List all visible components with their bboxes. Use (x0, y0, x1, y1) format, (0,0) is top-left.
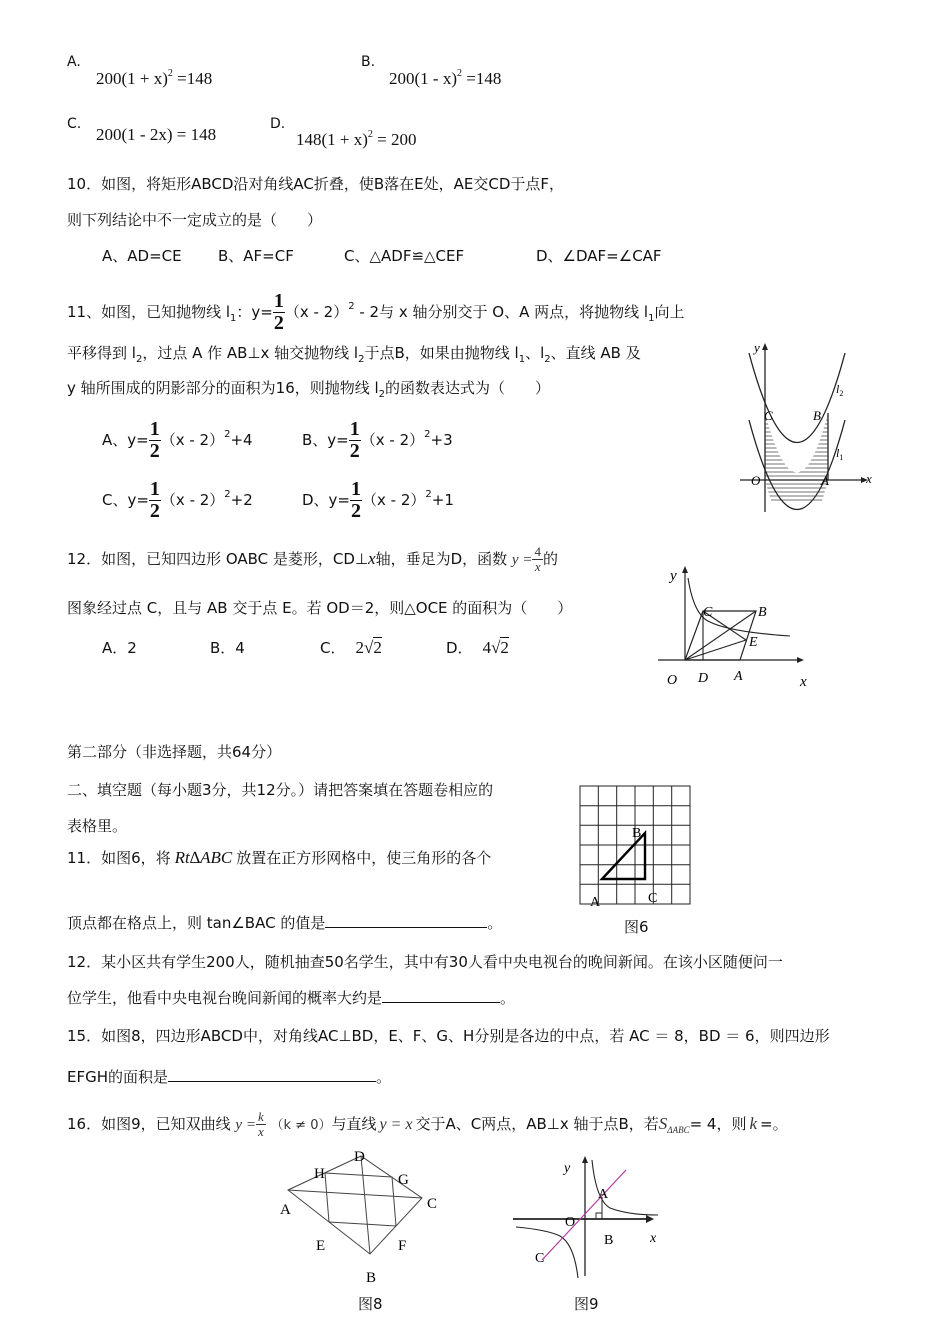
q10-option-a: A、AD=CE (102, 247, 182, 265)
f15-stem-line1: 15．如图8，四边形ABCD中，对角线AC⊥BD，E、F、G、H分别是各边的中点，若 AC ＝ 8，BD ＝ 6，则四边形 (67, 1027, 830, 1045)
point-c-label: C (764, 408, 773, 423)
q12-option-b: B．4 (210, 639, 245, 657)
diagonal-bd (361, 1156, 370, 1254)
figure-8-quadrilateral (270, 1146, 460, 1286)
f11-stem-line1: 11．如图6，将 Rt∆ABC 放置在正方形网格中，使三角形的各个 (67, 848, 492, 867)
fill-section-heading-cont: 表格里。 (67, 817, 128, 835)
l2-label: $l_2$ (836, 382, 844, 398)
f12-stem-line2: 位学生，他看中央电视台晚间新闻的概率大约是 。 (67, 989, 516, 1007)
q12-option-a: A．2 (102, 639, 137, 657)
point-b-label: B (632, 826, 642, 841)
diagonal-ac (288, 1190, 422, 1198)
f15-stem-line2: EFGH的面积是 。 (67, 1068, 392, 1086)
f15-answer-blank[interactable] (168, 1067, 376, 1082)
y-axis-label: y (564, 1161, 571, 1176)
q11-option-a: A、y= $\frac{1}{2}$ （x - 2）$^2$+4 (102, 418, 253, 462)
q9-option-c-label: C. (67, 116, 82, 132)
q12-option-d: D． 4√2 (446, 638, 509, 657)
quadrilateral-efgh (325, 1173, 396, 1226)
point-b-label: B (813, 408, 821, 423)
q9-option-a-label: A. (67, 54, 81, 70)
q10-option-c: C、△ADF≌△CEF (344, 247, 465, 265)
y-axis-label: y (670, 568, 677, 584)
f11-stem-line2: 顶点都在格点上，则 tan∠BAC 的值是 。 (67, 914, 503, 932)
point-c-label: C (703, 605, 713, 620)
y-axis-arrow (582, 1156, 588, 1163)
x-axis-arrow (646, 1215, 654, 1223)
point-e-label: E (749, 635, 758, 650)
point-o-label: O (751, 473, 761, 488)
y-axis-label: y (754, 340, 760, 355)
q11-stem-line2: 平移得到 $l_2$，过点 A 作 AB⊥x 轴交抛物线 $l_2$于点B，如果由抛物线 $l_1$、$l_2$、直线 AB 及 (67, 344, 641, 365)
q12-stem-line2: 图象经过点 C，且与 AB 交于点 E。若 OD＝2，则△OCE 的面积为（ ） (67, 599, 573, 617)
q9-option-d-label: D. (270, 116, 286, 132)
q9-option-a-expr: $200(1 + x)^2 =148$ (96, 68, 213, 88)
x-axis-label: x (650, 1231, 657, 1246)
q11-option-d: D、y= $\frac{1}{2}$ （x - 2）$^2$+1 (302, 478, 454, 522)
figure-6-grid (578, 784, 694, 914)
figure-8-caption: 图8 (358, 1295, 383, 1313)
figure-9-caption: 图9 (574, 1295, 599, 1313)
point-a-label: A (821, 473, 829, 488)
q11-option-c: C、y= $\frac{1}{2}$ （x - 2）$^2$+2 (102, 478, 253, 522)
q10-option-d: D、∠DAF=∠CAF (536, 247, 662, 265)
x-axis-label: x (866, 471, 872, 486)
line-y-equals-x (542, 1170, 626, 1260)
point-d-label: D (354, 1149, 365, 1165)
point-c-label: C (535, 1251, 545, 1266)
q10-stem-line1: 10．如图，将矩形ABCD沿对角线AC折叠，使B落在E处，AE交CD于点F， (67, 175, 565, 193)
y-axis-arrow (682, 566, 688, 573)
f11-answer-blank[interactable] (325, 913, 487, 928)
point-a-label: A (590, 895, 601, 910)
point-b-label: B (366, 1270, 377, 1286)
point-f-label: F (398, 1238, 407, 1254)
q11-parabola-figure (735, 340, 885, 515)
point-d-label: D (698, 671, 709, 686)
x-axis-label: x (800, 674, 807, 690)
segment-ob (685, 611, 756, 660)
hyperbola-branch-left (516, 1227, 578, 1278)
k-over-x-fraction: $\frac{k}{x}$ (257, 1109, 264, 1139)
q9-option-c-expr: 200(1 - 2x) = 148 (96, 125, 217, 144)
q11-stem-line3: y 轴所围成的阴影部分的面积为16，则抛物线 $l_2$的函数表达式为（ ） (67, 379, 551, 400)
point-b-label: B (604, 1233, 614, 1248)
q9-option-b-expr: 200(1 - x)$^2$ =148 (389, 68, 502, 88)
q11-stem-line1: 11、如图，已知抛物线 $l_1$：y= $\frac{1}{2}$ （x - 2）$^2$ - 2与 x 轴分别交于 O、A 两点，将抛物线 $l_1$向上 (67, 290, 685, 334)
segment-oe (685, 640, 746, 660)
parabola-l2 (749, 353, 845, 443)
q12-option-c: C． 2√2 (320, 638, 382, 657)
point-o-label: O (667, 673, 678, 688)
f16-stem: 16．如图9，已知双曲线 y = $\frac{k}{x}$ （k ≠ 0）与直线 y = x 交于A、C两点，AB⊥x 轴于点B，若$S_{\Delta ABC}= 4$，则 k =。 (67, 1109, 788, 1139)
q10-stem-line2: 则下列结论中不一定成立的是（ ） (67, 211, 323, 229)
four-over-x-fraction: $\frac{4}{x}$ (534, 544, 541, 574)
q9-option-b-label: B. (361, 54, 376, 70)
x-axis-arrow (797, 657, 804, 663)
l1-label: $l_1$ (836, 446, 844, 462)
f12-answer-blank[interactable] (382, 988, 500, 1003)
figure-6-caption: 图6 (624, 918, 649, 936)
point-o-label: O (565, 1215, 576, 1230)
point-h-label: H (314, 1166, 325, 1182)
q12-stem-line1: 12．如图，已知四边形 OABC 是菱形，CD⊥x轴，垂足为D，函数 y = $\frac{4}{x}$ 的 (67, 544, 558, 574)
point-a-label: A (734, 669, 743, 684)
point-c-label: C (648, 891, 658, 906)
point-b-label: B (758, 605, 767, 620)
f12-stem-line1: 12．某小区共有学生200人，随机抽查50名学生，其中有30人看中央电视台的晚间新闻。在该小区随便问一 (67, 953, 783, 971)
y-axis-arrow (762, 343, 768, 350)
q10-option-b: B、AF=CF (218, 247, 294, 265)
q12-rhombus-figure (650, 560, 820, 695)
point-a-label: A (598, 1187, 609, 1202)
q9-option-d-expr: $148(1 + x)^2 = 200$ (296, 129, 417, 149)
figure-9-hyperbola (508, 1152, 668, 1282)
point-c-label: C (427, 1196, 438, 1212)
point-e-label: E (316, 1238, 326, 1254)
right-angle-mark (596, 1213, 602, 1219)
point-g-label: G (398, 1172, 409, 1188)
q11-option-b: B、y= $\frac{1}{2}$ （x - 2）$^2$+3 (302, 418, 453, 462)
one-half-fraction: $\frac{1}{2}$ (273, 290, 284, 334)
fill-section-heading: 二、填空题（每小题3分，共12分。）请把答案填在答题卷相应的 (67, 781, 494, 799)
point-a-label: A (280, 1202, 291, 1218)
part2-title: 第二部分（非选择题，共64分） (67, 743, 282, 761)
